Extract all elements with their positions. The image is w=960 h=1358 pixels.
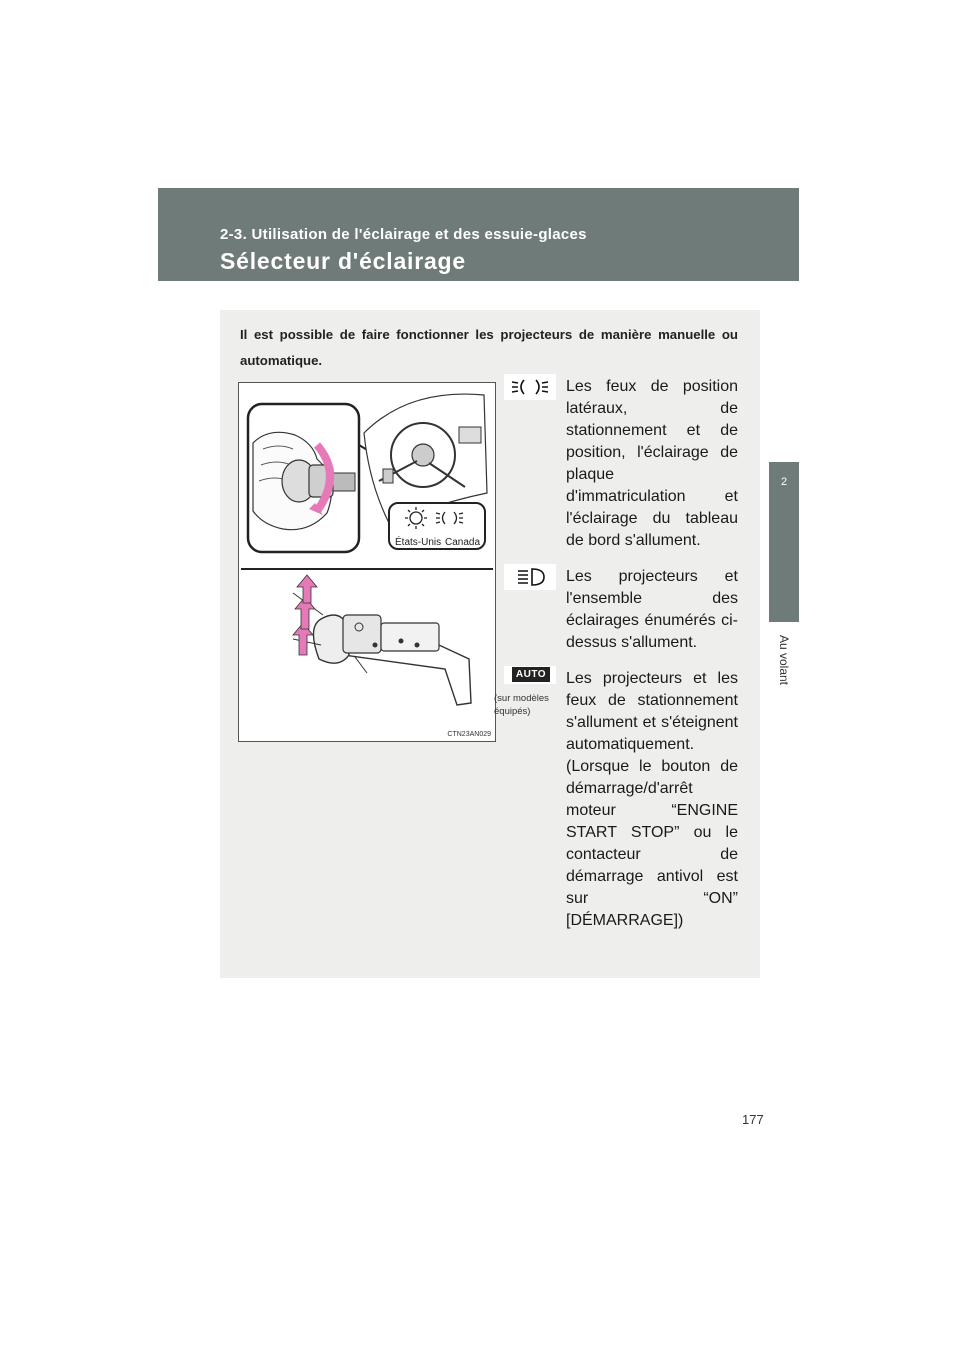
headlight-description: Les projecteurs et l'ensemble des éclairages énumérés ci-dessus s'allument. xyxy=(566,568,738,651)
auto-icon-text: AUTO xyxy=(512,667,550,682)
page-title: Sélecteur d'éclairage xyxy=(220,248,467,274)
page-number: 177 xyxy=(742,1112,764,1127)
callout-label-canada: Canada xyxy=(445,537,481,548)
chapter-label xyxy=(770,620,798,700)
header-band xyxy=(158,188,799,281)
light-switch-illustration xyxy=(238,382,496,742)
auto-description: Les projecteurs et les feux de stationnement s'allument et s'éteignent automatiquement. (Lorsque le bouton de démarrage/d'arrêt moteur “ENGINE START STOP” ou le contacteur de démarrage antivol est sur “ON” [DÉMARRAGE]) xyxy=(566,670,738,929)
section-heading: 2-3. Utilisation de l'éclairage et des essuie-glaces xyxy=(220,226,587,243)
illustration-code: CTN23AN029 xyxy=(447,731,491,738)
equipped-models-note: (sur modèles équipés) xyxy=(494,693,549,717)
auto-icon xyxy=(504,666,556,684)
callout-label-usa: États-Unis xyxy=(395,537,442,548)
position-lights-description: Les feux de position latéraux, de stationnement et de position, l'éclairage de plaque d'immatriculation et l'éclairage du tableau de bord s'allument. xyxy=(566,378,738,549)
content-panel xyxy=(220,310,760,978)
position-lights-icon xyxy=(504,374,556,400)
headlight-icon xyxy=(504,564,556,590)
light-switch-drawing xyxy=(239,383,495,741)
chapter-label-text: Au volant xyxy=(777,634,791,686)
intro-text: Il est possible de faire fonctionner les projecteurs de manière manuelle ou automatique. xyxy=(240,327,738,368)
chapter-tab[interactable] xyxy=(769,462,799,622)
chapter-number: 2 xyxy=(780,476,788,488)
